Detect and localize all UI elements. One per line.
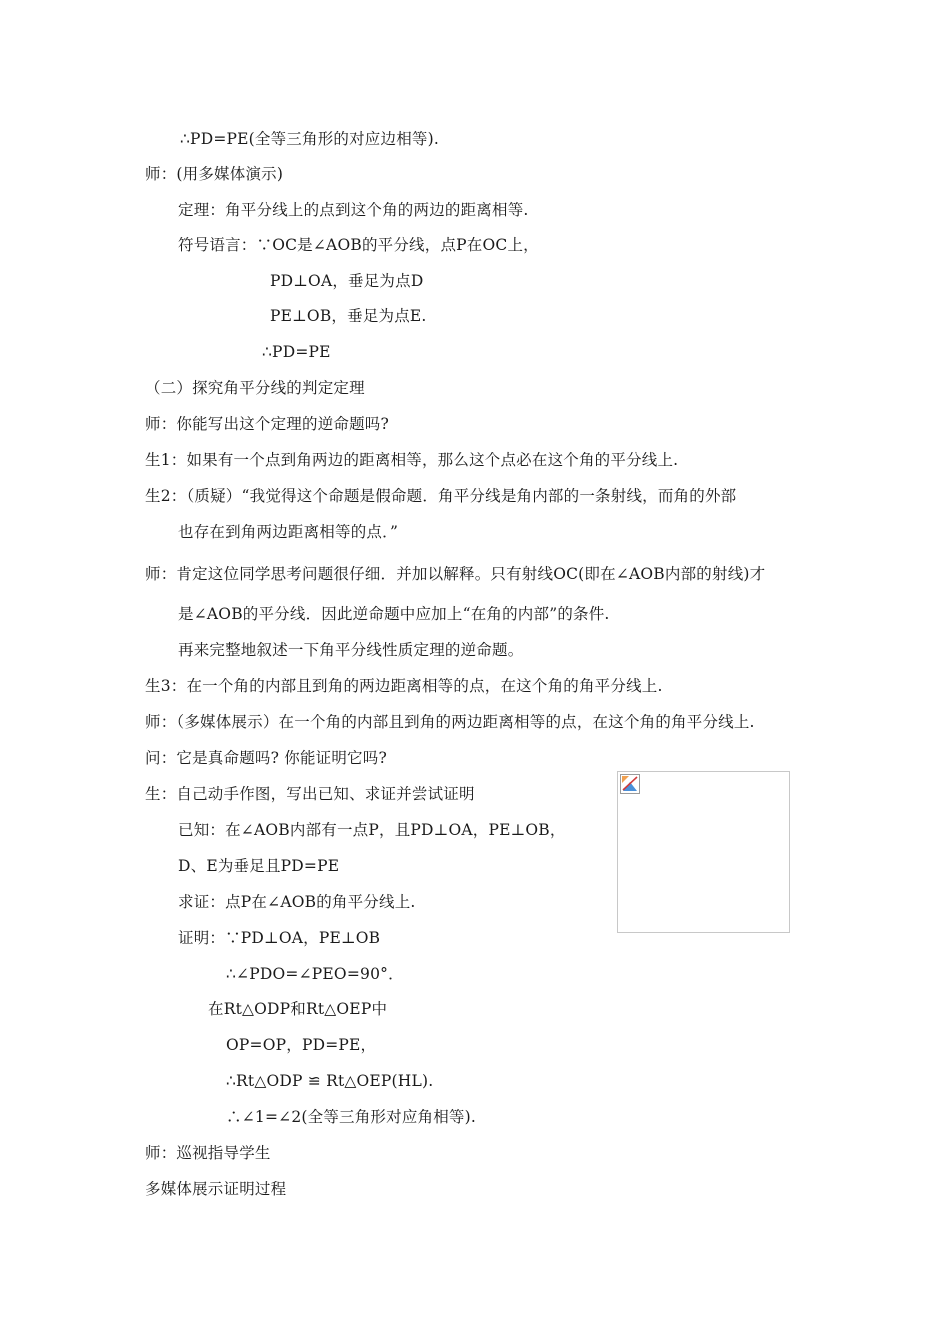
text-line: ∴∠1=∠2(全等三角形对应角相等). bbox=[226, 1108, 477, 1126]
text-line: 已知：在∠AOB内部有一点P，且PD⊥OA，PE⊥OB， bbox=[178, 821, 566, 839]
text-line: 师：肯定这位同学思考问题很仔细．并加以解释。只有射线OC(即在∠AOB内部的射线)才 bbox=[145, 565, 766, 583]
broken-image-icon bbox=[620, 774, 640, 798]
text-line: OP=OP，PD=PE， bbox=[226, 1036, 377, 1054]
text-line: 问：它是真命题吗? 你能证明它吗? bbox=[145, 749, 387, 767]
text-line: 证明：∵PD⊥OA，PE⊥OB bbox=[178, 929, 381, 947]
text-line: 在Rt△ODP和Rt△OEP中 bbox=[208, 1000, 388, 1018]
text-line: PE⊥OB，垂足为点E. bbox=[270, 307, 427, 325]
text-line: ∴PD=PE(全等三角形的对应边相等). bbox=[180, 130, 439, 148]
text-line: ∴∠PDO=∠PEO=90°． bbox=[226, 965, 404, 983]
text-line: 师：巡视指导学生 bbox=[145, 1144, 271, 1162]
text-line: 生2：（质疑）“我觉得这个命题是假命题．角平分线是角内部的一条射线，而角的外部 bbox=[145, 487, 737, 505]
text-line: 是∠AOB的平分线．因此逆命题中应加上“在角的内部”的条件. bbox=[178, 605, 610, 623]
text-line: ∴PD=PE bbox=[262, 343, 331, 361]
text-line: 也存在到角两边距离相等的点．” bbox=[178, 523, 399, 541]
text-line: ∴Rt△ODP ≌ Rt△OEP(HL). bbox=[226, 1072, 434, 1090]
text-line: 生1：如果有一个点到角两边的距离相等，那么这个点必在这个角的平分线上. bbox=[145, 451, 679, 469]
text-line: 师：(用多媒体演示) bbox=[145, 165, 284, 183]
text-line: 定理：角平分线上的点到这个角的两边的距离相等. bbox=[178, 201, 529, 219]
figure-placeholder bbox=[617, 771, 790, 933]
section-heading: （二）探究角平分线的判定定理 bbox=[145, 379, 365, 397]
text-line: D、E为垂足且PD=PE bbox=[178, 857, 340, 875]
text-line: 求证：点P在∠AOB的角平分线上. bbox=[178, 893, 416, 911]
text-line: 生3：在一个角的内部且到角的两边距离相等的点，在这个角的角平分线上. bbox=[145, 677, 663, 695]
text-line: 师：你能写出这个定理的逆命题吗? bbox=[145, 415, 390, 433]
text-line: PD⊥OA，垂足为点D bbox=[270, 272, 424, 290]
text-line: 生：自己动手作图，写出已知、求证并尝试证明 bbox=[145, 785, 475, 803]
text-line: 师：（多媒体展示）在一个角的内部且到角的两边距离相等的点，在这个角的角平分线上. bbox=[145, 713, 755, 731]
text-line: 再来完整地叙述一下角平分线性质定理的逆命题。 bbox=[178, 641, 524, 659]
text-line: 多媒体展示证明过程 bbox=[145, 1180, 287, 1198]
text-line: 符号语言：∵OC是∠AOB的平分线，点P在OC上， bbox=[178, 236, 539, 254]
